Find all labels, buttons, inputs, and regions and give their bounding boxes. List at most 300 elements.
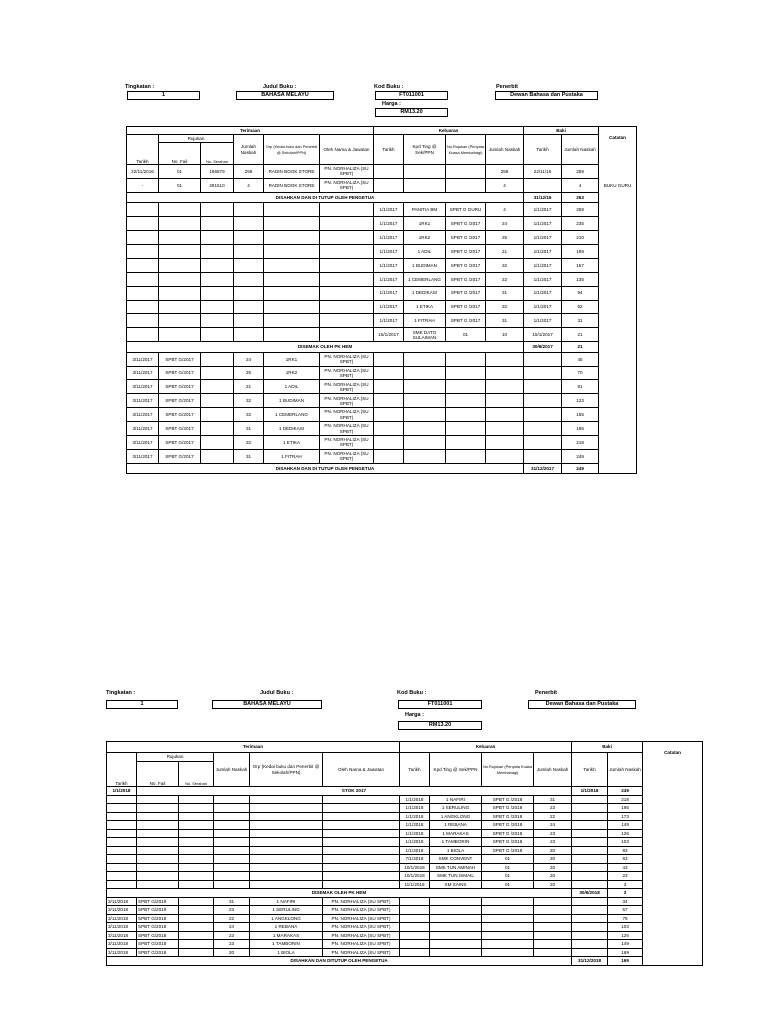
baki-jumlah-cell: 210: [562, 231, 599, 245]
keluaran-jumlah-cell: [534, 948, 572, 957]
keluaran-tarikh-cell: 1/1/2018: [400, 829, 430, 838]
no-rujukan-cell: SPBT G /2018: [482, 846, 534, 855]
keluaran-jumlah-cell: 23: [534, 829, 572, 838]
orp-cell: 1 BIOLA: [250, 948, 323, 957]
baki-jumlah-cell: 83: [608, 846, 643, 855]
no-fail-cell: SPBT G/2017: [159, 422, 201, 436]
keluaran-jumlah-cell: 31: [534, 795, 572, 804]
oleh-nama-cell: PN. NORHALIZA (SU SPBT): [323, 906, 400, 915]
no-fail-cell: [137, 821, 179, 830]
keluaran-jumlah-cell: 22: [486, 272, 524, 286]
no-serahan-cell: [179, 812, 214, 821]
tarikh-cell: [107, 872, 137, 881]
no-fail-cell: SPBT G/2017: [159, 380, 201, 394]
jumlah-naskah-cell: [234, 258, 264, 272]
jumlah-naskah-cell: [234, 244, 264, 258]
no-fail-cell: [159, 203, 201, 217]
keluaran-jumlah-cell: [486, 422, 524, 436]
no-fail-cell: SPBT G/2018: [137, 897, 179, 906]
tarikh-cell: [107, 855, 137, 864]
keluaran-tarikh-cell: 1/1/2017: [374, 314, 404, 328]
kod-value: FT011001: [375, 91, 448, 100]
keluaran-tarikh-cell: [400, 897, 430, 906]
jumlah-naskah-cell: 31: [234, 449, 264, 463]
jumlah-naskah-cell: 23: [214, 906, 250, 915]
baki-jumlah-cell: 62: [562, 300, 599, 314]
tarikh-cell: 3/11/2017: [127, 366, 159, 380]
baki-jumlah-cell: 43: [608, 863, 643, 872]
keluaran-jumlah-cell: 4: [486, 203, 524, 217]
no-fail-cell: [159, 272, 201, 286]
keluaran-jumlah-cell: 24: [534, 821, 572, 830]
harga-label: Harga :: [382, 101, 401, 107]
jumlah-naskah-cell: [214, 829, 250, 838]
keluaran-jumlah-cell: 20: [534, 846, 572, 855]
jumlah-naskah-cell: [214, 846, 250, 855]
tarikh-cell: [127, 258, 159, 272]
no-serahan-cell: 186879: [201, 165, 234, 179]
table-row: [127, 286, 637, 300]
penerbit-label: Penerbit: [496, 84, 519, 90]
orp-cell: 1 SERULING: [250, 906, 323, 915]
keluaran-jumlah-cell: [534, 923, 572, 932]
no-serahan-cell: [179, 923, 214, 932]
no-serahan-cell: [201, 217, 234, 231]
orp-cell: [250, 829, 323, 838]
jumlah-naskah-cell: 32: [234, 436, 264, 450]
baki-jumlah-cell: 21: [562, 328, 599, 342]
keluaran-jumlah-cell: 20: [534, 855, 572, 864]
table-row: [107, 923, 703, 932]
catatan-cell: [599, 314, 637, 328]
orp-heading: Orp (Kedai buku dan Penerbit @ Sekolah/PPN): [250, 753, 323, 787]
orp-cell: 1 ADIL: [264, 380, 320, 394]
keluaran-jumlah-heading: Jumlah Naskah: [534, 753, 572, 787]
oleh-nama-cell: [323, 829, 400, 838]
baki-tarikh-cell: 31/12/2017: [524, 463, 562, 474]
no-fail-cell: [137, 846, 179, 855]
no-fail-cell: SPBT G/2018: [137, 923, 179, 932]
baki-jumlah-cell: 91: [562, 380, 599, 394]
keluaran-tarikh-cell: [400, 931, 430, 940]
keluaran-tarikh-cell: 15/1/2017: [374, 328, 404, 342]
baki-tarikh-cell: [572, 906, 608, 915]
baki-tarikh-cell: 1/1/2017: [524, 244, 562, 258]
keluaran-tarikh-cell: [400, 906, 430, 915]
no-rujukan-cell: SPBT G /2018: [482, 812, 534, 821]
baki-jumlah-cell: 21: [562, 342, 599, 353]
no-serahan-cell: [201, 272, 234, 286]
tarikh-cell: 3/11/2017: [127, 394, 159, 408]
no-rujukan-cell: SPBT G /2018: [482, 838, 534, 847]
no-rujukan-cell: 01: [482, 855, 534, 864]
jumlah-naskah-cell: 31: [214, 897, 250, 906]
no-rujukan-cell: [482, 906, 534, 915]
baki-jumlah-cell: 249: [562, 449, 599, 463]
baki-tarikh-cell: 30/6/2017: [524, 342, 562, 353]
terimaan-heading: Terimaan: [127, 127, 374, 135]
keluaran-tarikh-cell: 1/1/2017: [374, 217, 404, 231]
table-row: [127, 244, 637, 258]
baki-jumlah-cell: 249: [562, 463, 599, 474]
catatan-cell: [643, 957, 703, 966]
keluaran-jumlah-cell: 20: [534, 863, 572, 872]
orp-cell: [250, 863, 323, 872]
baki-tarikh-cell: 1/1/2017: [524, 231, 562, 245]
no-rujukan-cell: [482, 948, 534, 957]
catatan-cell: [599, 192, 637, 203]
no-rujukan-cell: SPBT G /2017: [446, 300, 486, 314]
jumlah-naskah-cell: 32: [234, 408, 264, 422]
table-row: [107, 804, 703, 813]
orp-cell: [264, 286, 320, 300]
keluaran-tarikh-cell: 1/1/2018: [400, 821, 430, 830]
tarikh-cell: 22/11/2016: [127, 165, 159, 179]
keluaran-jumlah-cell: [486, 408, 524, 422]
table-row: [107, 948, 703, 957]
baki-tarikh-cell: 15/1/2017: [524, 328, 562, 342]
kpd-cell: [404, 422, 446, 436]
catatan-cell: [643, 897, 703, 906]
catatan-cell: [599, 217, 637, 231]
catatan-cell: [643, 863, 703, 872]
table-row: [127, 463, 637, 474]
baki-tarikh-cell: [572, 795, 608, 804]
no-serahan-cell: [201, 286, 234, 300]
baki-jumlah-cell: 263: [562, 192, 599, 203]
orp-cell: 1 FITRAH: [264, 449, 320, 463]
table-row: [127, 314, 637, 328]
baki-tarikh-cell: 1/1/2017: [524, 272, 562, 286]
orp-cell: 1 BUDIMAN: [264, 394, 320, 408]
baki-jumlah-cell: 70: [562, 366, 599, 380]
baki-tarikh-cell: [572, 914, 608, 923]
jumlah-naskah-cell: [234, 300, 264, 314]
baki-tarikh-cell: 1/1/2017: [524, 286, 562, 300]
no-fail-cell: SPBT G/2017: [159, 449, 201, 463]
catatan-cell: BUKU GURU: [599, 178, 637, 192]
baki-tarikh-cell: [572, 940, 608, 949]
kpd-heading: Kpd Ting @ Sek/PPN: [404, 135, 446, 165]
judul-value: BAHASA MELAYU: [236, 91, 334, 100]
catatan-cell: [599, 231, 637, 245]
no-serahan-cell: [179, 897, 214, 906]
table-row: [107, 914, 703, 923]
tarikh-cell: [107, 795, 137, 804]
oleh-heading: Oleh Nama & Jawatan: [320, 135, 374, 165]
baki-jumlah-cell: 126: [608, 931, 643, 940]
tarikh-cell: [127, 203, 159, 217]
tarikh-cell: [107, 846, 137, 855]
no-rujukan-cell: SPBT G /2017: [446, 258, 486, 272]
tarikh-cell: 3/11/2017: [127, 422, 159, 436]
no-fail-cell: [137, 804, 179, 813]
harga-label: Harga :: [405, 712, 424, 718]
jumlah-naskah-cell: 259: [234, 165, 264, 179]
baki-jumlah-cell: 23: [608, 872, 643, 881]
no-serahan-cell: [201, 366, 234, 380]
catatan-cell: [599, 449, 637, 463]
keluaran-tarikh-cell: [374, 408, 404, 422]
tarikh-heading: Tarikh: [127, 135, 159, 165]
baki-jumlah-cell: 189: [562, 244, 599, 258]
baki-jumlah-cell: 4: [562, 178, 599, 192]
no-serahan-cell: [201, 408, 234, 422]
no-serahan-cell: [179, 846, 214, 855]
oleh-nama-cell: [323, 863, 400, 872]
no-serahan-cell: [201, 380, 234, 394]
keluaran-jumlah-cell: 32: [486, 258, 524, 272]
no-fail-cell: [159, 286, 201, 300]
jumlah-naskah-heading: Jumlah Naskah: [214, 753, 250, 787]
no-serahan-cell: [179, 804, 214, 813]
keluaran-tarikh-cell: [400, 948, 430, 957]
jumlah-naskah-cell: 25: [234, 366, 264, 380]
no-serahan-cell: [201, 300, 234, 314]
baki-jumlah-cell: 259: [562, 203, 599, 217]
oleh-nama-cell: [320, 300, 374, 314]
keluaran-jumlah-cell: 20: [534, 880, 572, 889]
catatan-cell: [643, 838, 703, 847]
keluaran-jumlah-cell: 23: [534, 838, 572, 847]
keluaran-jumlah-cell: [486, 380, 524, 394]
kpd-cell: 1 ADIL: [404, 244, 446, 258]
tarikh-cell: 3/11/2018: [107, 940, 137, 949]
oleh-nama-cell: PN. NORHALIZA (SU SPBT): [320, 394, 374, 408]
no-rujukan-cell: 01: [482, 863, 534, 872]
tarikh-cell: [107, 838, 137, 847]
baki-jumlah-cell: 63: [608, 855, 643, 864]
table-row: [107, 838, 703, 847]
tarikh-cell: [127, 272, 159, 286]
catatan-cell: [643, 880, 703, 889]
kpd-heading: Kpd Ting @ Sek/PPN: [430, 753, 482, 787]
jumlah-naskah-cell: 20: [214, 948, 250, 957]
orp-cell: RADIN BOOK STORE: [264, 165, 320, 179]
baki-tarikh-cell: [572, 855, 608, 864]
baki-jumlah-heading: Jumlah Naskah: [562, 135, 599, 165]
kpd-cell: SMK CONVENT: [430, 855, 482, 864]
no-rujukan-cell: [446, 408, 486, 422]
keluaran-tarikh-cell: 1/1/2017: [374, 272, 404, 286]
orp-cell: 1 DEDIKASI: [264, 422, 320, 436]
orp-cell: 1 REBANA: [250, 923, 323, 932]
oleh-heading: Oleh Nama & Jawatan: [323, 753, 400, 787]
no-fail-cell: SPBT G/2017: [159, 352, 201, 366]
jumlah-naskah-cell: 24: [214, 923, 250, 932]
catatan-cell: [643, 846, 703, 855]
jumlah-naskah-cell: 23: [214, 940, 250, 949]
no-serahan-cell: [201, 352, 234, 366]
keluaran-tarikh-cell: [400, 914, 430, 923]
no-fail-cell: 01: [159, 178, 201, 192]
tarikh-cell: 3/11/2018: [107, 948, 137, 957]
section-note: DISAHKAN DAN DI TUTUP OLEH PENGETUA: [127, 192, 524, 203]
oleh-nama-cell: [320, 231, 374, 245]
catatan-cell: [599, 300, 637, 314]
table-row: [127, 366, 637, 380]
table-row: [107, 931, 703, 940]
catatan-cell: [643, 804, 703, 813]
kpd-cell: 1 MARAKAS: [430, 829, 482, 838]
no-rujukan-cell: [482, 940, 534, 949]
no-serahan-cell: [179, 948, 214, 957]
no-serahan-cell: [179, 940, 214, 949]
kpd-cell: 1 ANGKLONG: [430, 812, 482, 821]
orp-cell: [250, 838, 323, 847]
keluaran-jumlah-cell: 4: [486, 178, 524, 192]
baki-tarikh-cell: 1/1/2017: [524, 300, 562, 314]
no-rujukan-heading: No.Rujukan (Penyata Kuasa Membahagi): [482, 753, 534, 787]
kpd-cell: [404, 165, 446, 179]
jumlah-naskah-cell: [214, 821, 250, 830]
baki-jumlah-cell: 218: [608, 795, 643, 804]
no-fail-cell: [137, 795, 179, 804]
keluaran-tarikh-cell: [374, 422, 404, 436]
oleh-nama-cell: PN. NORHALIZA (SU SPBT): [320, 436, 374, 450]
catatan-cell: [599, 203, 637, 217]
baki-tarikh-cell: [524, 449, 562, 463]
no-fail-cell: SPBT G/2017: [159, 408, 201, 422]
no-serahan-cell: [201, 244, 234, 258]
baki-jumlah-cell: 135: [562, 272, 599, 286]
table-row: [127, 231, 637, 245]
catatan-cell: [643, 931, 703, 940]
catatan-cell: [643, 914, 703, 923]
keluaran-jumlah-cell: [486, 366, 524, 380]
no-serahan-cell: [201, 394, 234, 408]
section-note: STOK 2017: [137, 787, 572, 796]
keluaran-tarikh-heading: Tarikh: [400, 753, 430, 787]
kpd-cell: 1 TAMBORIN: [430, 838, 482, 847]
table-row: [107, 897, 703, 906]
baki-tarikh-cell: [572, 812, 608, 821]
jumlah-naskah-cell: 24: [234, 352, 264, 366]
oleh-nama-cell: [323, 880, 400, 889]
no-serahan-cell: [179, 931, 214, 940]
table-row: [107, 821, 703, 830]
table-row: [127, 217, 637, 231]
baki-tarikh-cell: [524, 178, 562, 192]
no-rujukan-cell: [482, 931, 534, 940]
keluaran-jumlah-cell: [534, 940, 572, 949]
keluaran-tarikh-cell: [374, 165, 404, 179]
keluaran-tarikh-cell: 1/1/2018: [400, 838, 430, 847]
ledger-table-2: [106, 741, 703, 966]
baki-jumlah-cell: 173: [608, 812, 643, 821]
no-serahan-heading: No. Serahan: [201, 143, 234, 165]
kod-label: Kod Buku :: [374, 84, 404, 90]
tarikh-cell: [127, 231, 159, 245]
keluaran-jumlah-cell: [486, 436, 524, 450]
baki-jumlah-cell: 31: [562, 314, 599, 328]
keluaran-tarikh-cell: [374, 366, 404, 380]
keluaran-tarikh-cell: [374, 380, 404, 394]
keluaran-jumlah-cell: [534, 897, 572, 906]
baki-jumlah-cell: 186: [562, 422, 599, 436]
orp-cell: [250, 821, 323, 830]
no-serahan-cell: [201, 328, 234, 342]
catatan-cell: [643, 829, 703, 838]
table-row: [127, 178, 637, 192]
oleh-nama-cell: PN. NORHALIZA (SU SPBT): [320, 408, 374, 422]
orp-cell: [250, 855, 323, 864]
kpd-cell: 1 DEDIKASI: [404, 286, 446, 300]
oleh-nama-cell: PN. NORHALIZA (SU SPBT): [323, 923, 400, 932]
baki-jumlah-cell: 149: [608, 821, 643, 830]
jumlah-naskah-cell: [234, 217, 264, 231]
kpd-cell: SMK DATO SULAIMAN: [404, 328, 446, 342]
catatan-cell: [643, 906, 703, 915]
no-rujukan-cell: [482, 923, 534, 932]
kpd-cell: [404, 408, 446, 422]
tarikh-cell: [127, 314, 159, 328]
no-serahan-cell: 281510: [201, 178, 234, 192]
keluaran-jumlah-cell: 22: [534, 812, 572, 821]
orp-cell: [250, 880, 323, 889]
keluaran-tarikh-cell: [374, 352, 404, 366]
baki-jumlah-cell: 157: [562, 258, 599, 272]
jumlah-naskah-heading: Jumlah Naskah: [234, 135, 264, 165]
no-rujukan-cell: [446, 422, 486, 436]
no-rujukan-cell: SPBT G /2018: [482, 821, 534, 830]
oleh-nama-cell: PN. NORHALIZA (SU SPBT): [323, 897, 400, 906]
catatan-cell: [599, 463, 637, 474]
catatan-cell: [643, 812, 703, 821]
no-rujukan-cell: 01: [482, 872, 534, 881]
keluaran-tarikh-cell: 7/1/2018: [400, 855, 430, 864]
catatan-cell: [599, 408, 637, 422]
judul-value: BAHASA MELAYU: [212, 700, 322, 709]
no-rujukan-cell: [446, 366, 486, 380]
baki-tarikh-cell: [572, 821, 608, 830]
keluaran-tarikh-cell: 1/1/2017: [374, 300, 404, 314]
kpd-cell: SM SAINS: [430, 880, 482, 889]
tarikh-cell: 3/11/2018: [107, 897, 137, 906]
catatan-heading: Catatan: [643, 742, 703, 787]
baki-tarikh-cell: [572, 923, 608, 932]
oleh-nama-cell: [320, 328, 374, 342]
no-fail-cell: [159, 217, 201, 231]
keluaran-tarikh-cell: [400, 940, 430, 949]
oleh-nama-cell: PN. NORHALIZA (SU SPBT): [320, 352, 374, 366]
no-serahan-cell: [179, 821, 214, 830]
baki-tarikh-cell: [572, 897, 608, 906]
catatan-cell: [643, 821, 703, 830]
tarikh-cell: [107, 863, 137, 872]
no-serahan-cell: [179, 906, 214, 915]
no-serahan-cell: [179, 872, 214, 881]
catatan-cell: [599, 328, 637, 342]
tarikh-cell: 3/11/2018: [107, 931, 137, 940]
oleh-nama-cell: PN. NORHALIZA (SU SPBT): [323, 914, 400, 923]
baki-tarikh-cell: [524, 436, 562, 450]
kpd-cell: [404, 449, 446, 463]
kpd-cell: [430, 914, 482, 923]
jumlah-naskah-cell: [234, 286, 264, 300]
oleh-nama-cell: [320, 217, 374, 231]
table-row: [107, 872, 703, 881]
keluaran-jumlah-cell: 32: [486, 300, 524, 314]
baki-tarikh-cell: [572, 948, 608, 957]
baki-tarikh-cell: [572, 838, 608, 847]
catatan-cell: [599, 380, 637, 394]
oleh-nama-cell: PN. NORHALIZA (SU SPBT): [323, 940, 400, 949]
jumlah-naskah-cell: 32: [234, 394, 264, 408]
no-serahan-cell: [201, 231, 234, 245]
table-row: [107, 829, 703, 838]
baki-tarikh-cell: 30/6/2018: [572, 889, 608, 898]
